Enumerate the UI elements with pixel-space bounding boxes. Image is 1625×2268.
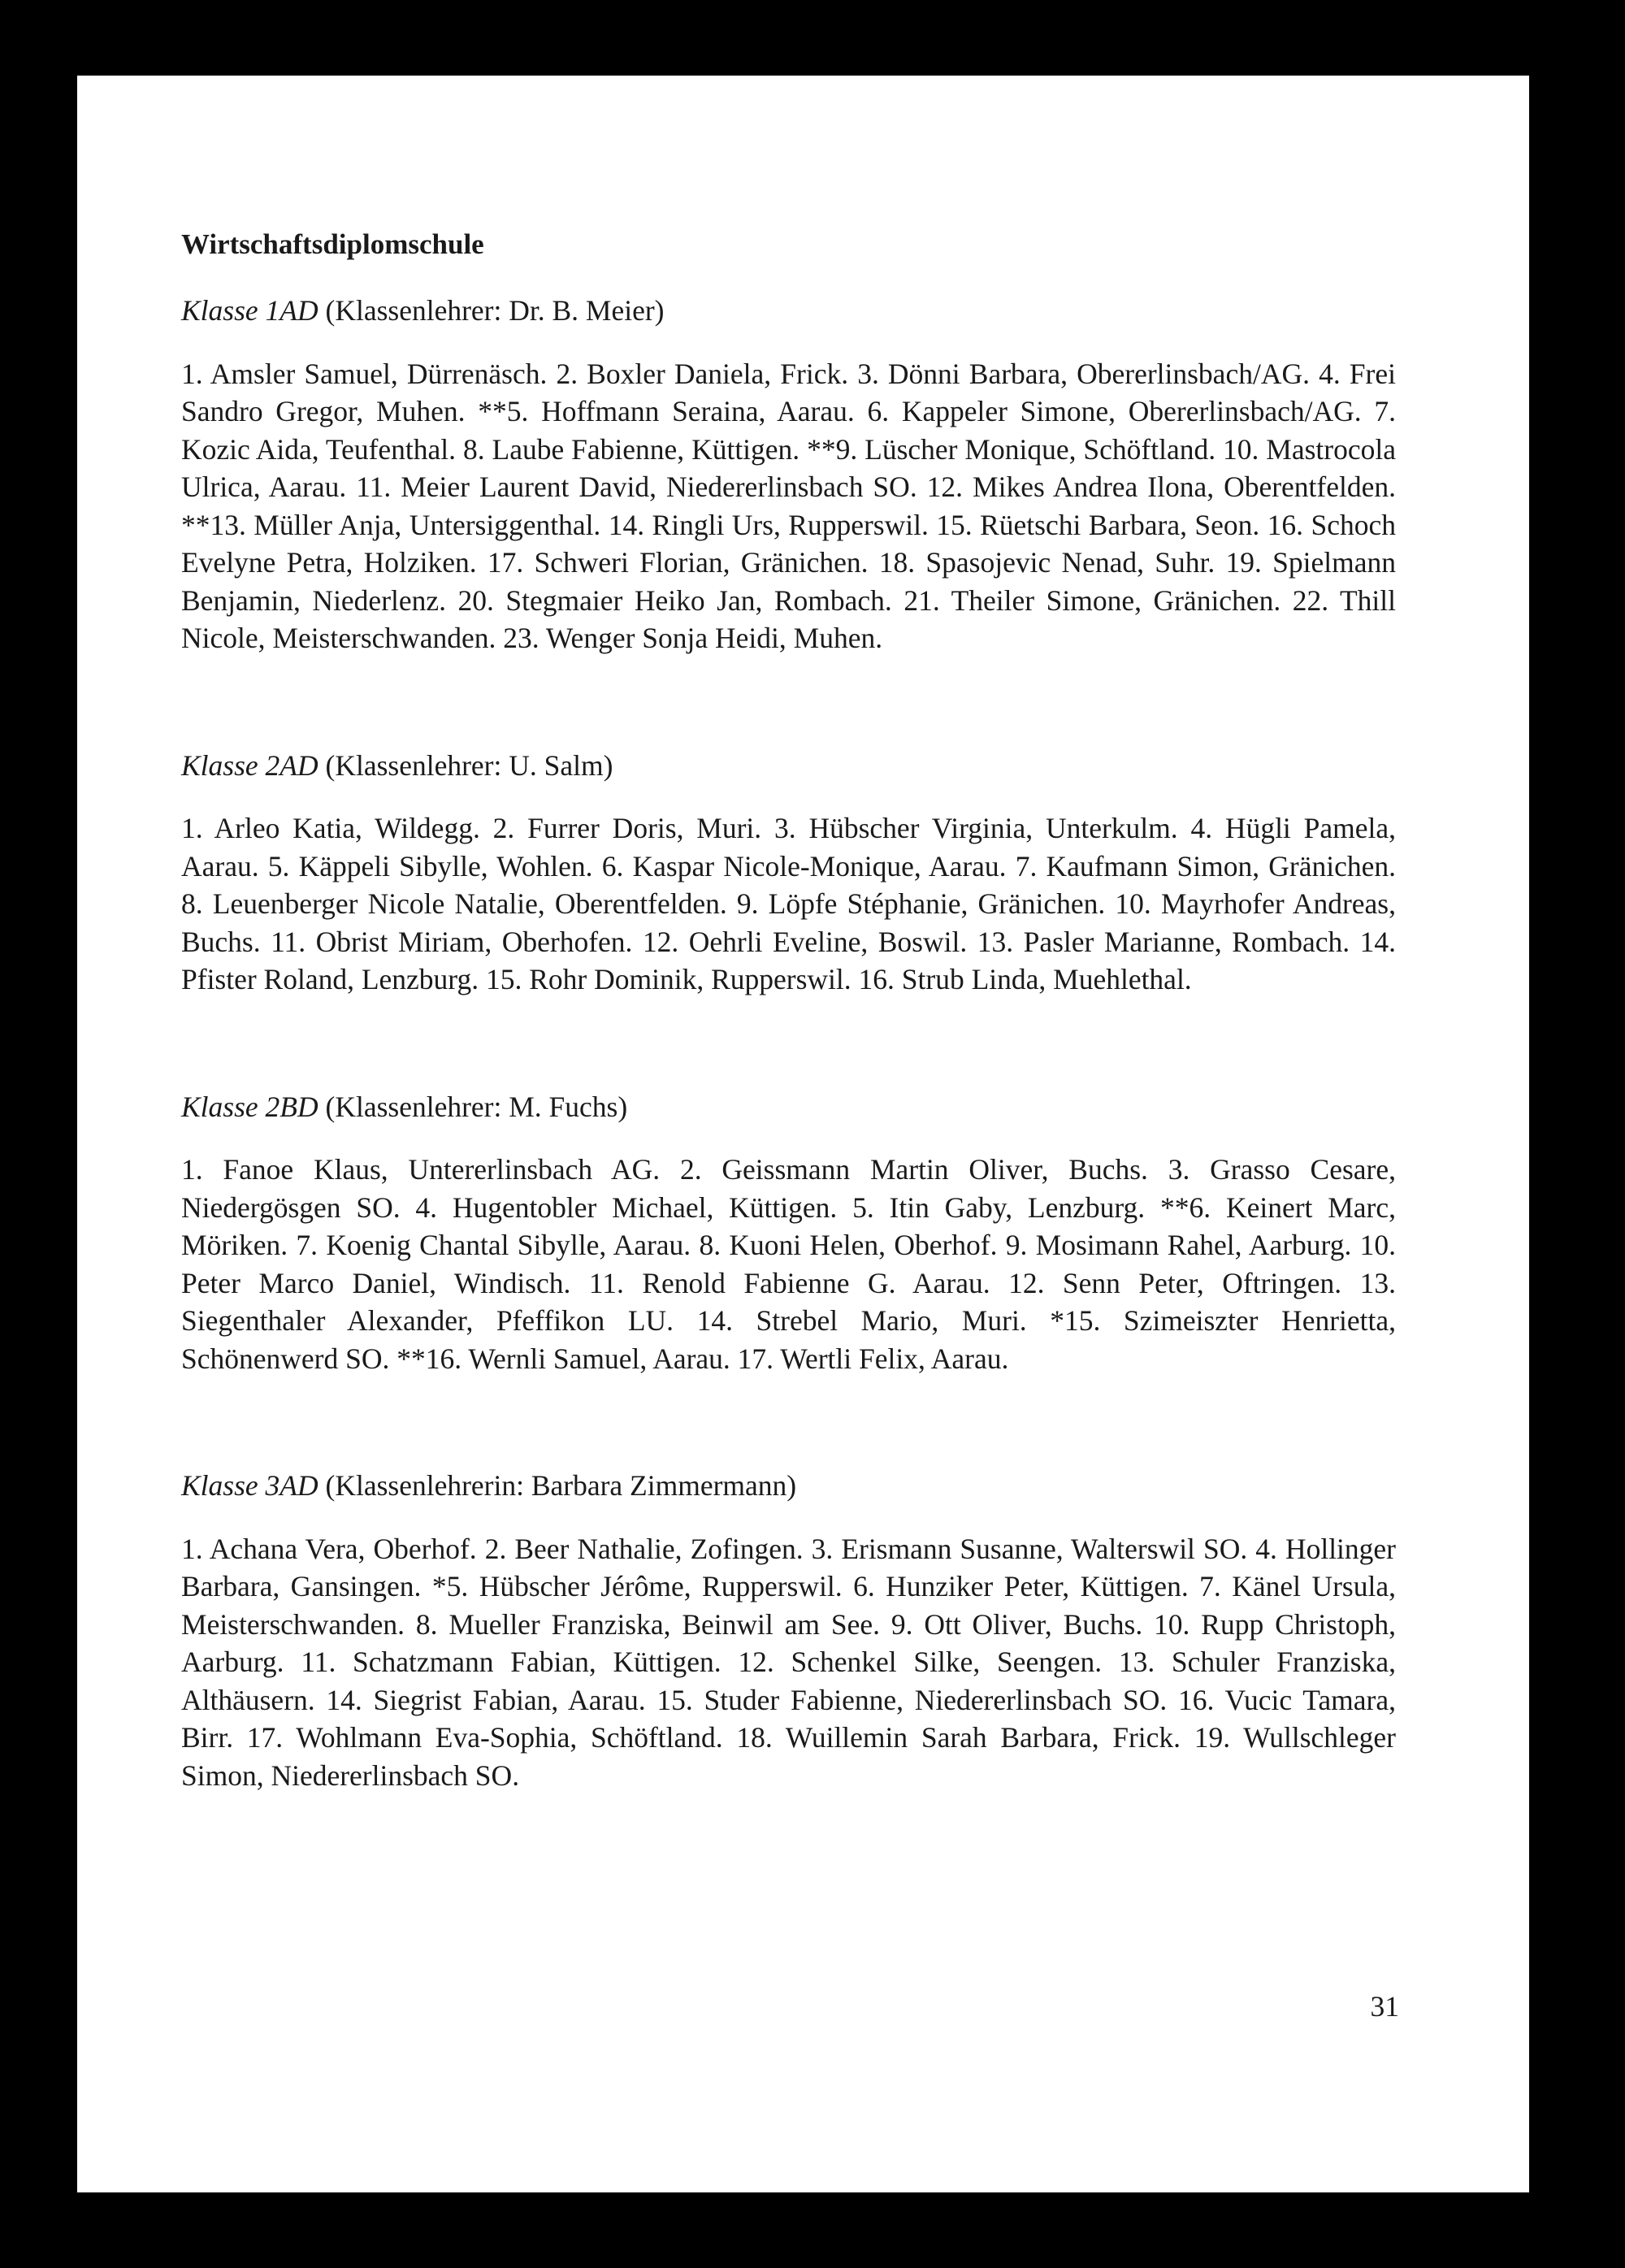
class-student-list: 1. Arleo Katia, Wildegg. 2. Furrer Doris, Muri. 3. Hübscher Virginia, Unterkulm. 4. Hügli Pamela, Aarau. 5. Käppeli Sibylle, Wohlen. 6. Kaspar Nicole-Monique, Aarau. 7. Kaufmann Simon, Gränichen. 8. Leuenberger Nicole Natalie, Oberentfelden. 9. Löpfe Stéphanie, Gränichen. 10. Mayrhofer Andreas, Buchs. 11. Obrist Miriam, Oberhofen. 12. Oehrli Eveline, Boswil. 13. Pasler Marianne, Rombach. 14. Pfister Roland, Lenzburg. 15. Rohr Dominik, Rupperswil. 16. Strub Linda, Muehlethal. (181, 812, 1396, 995)
class-teacher: (Klassenlehrer: Dr. B. Meier) (325, 294, 665, 327)
page-content (181, 226, 1396, 1794)
class-name: Klasse 2BD (181, 1090, 318, 1123)
class-section (181, 1088, 1396, 1378)
class-section (181, 747, 1396, 999)
document-page (77, 76, 1529, 2192)
class-title (181, 1467, 1396, 1505)
class-teacher: (Klassenlehrer: U. Salm) (325, 748, 613, 782)
class-student-list: 1. Achana Vera, Oberhof. 2. Beer Nathalie, Zofingen. 3. Erismann Susanne, Walterswil SO. 4. Hollinger Barbara, Gansingen. *5. Hübscher Jérôme, Rupperswil. 6. Hunziker Peter, Küttigen. 7. Känel Ursula, Meisterschwanden. 8. Mueller Franziska, Beinwil am See. 9. Ott Oliver, Buchs. 10. Rupp Christoph, Aarburg. 11. Schatzmann Fabian, Küttigen. 12. Schenkel Silke, Seengen. 13. Schuler Franziska, Althäusern. 14. Siegrist Fabian, Aarau. 15. Studer Fabienne, Niedererlinsbach SO. 16. Vucic Tamara, Birr. 17. Wohlmann Eva-Sophia, Schöftland. 18. Wuillemin Sarah Barbara, Frick. 19. Wullschleger Simon, Niedererlinsbach SO. (181, 1532, 1396, 1792)
class-title (181, 747, 1396, 785)
class-teacher: (Klassenlehrerin: Barbara Zimmermann) (325, 1469, 797, 1502)
class-student-list: 1. Fanoe Klaus, Untererlinsbach AG. 2. Geissmann Martin Oliver, Buchs. 3. Grasso Cesare, Niedergösgen SO. 4. Hugentobler Michael, Küttigen. 5. Itin Gaby, Lenzburg. **6. Keinert Marc, Möriken. 7. Koenig Chantal Sibylle, Aarau. 8. Kuoni Helen, Oberhof. 9. Mosimann Rahel, Aarburg. 10. Peter Marco Daniel, Windisch. 11. Renold Fabienne G. Aarau. 12. Senn Peter, Oftringen. 13. Siegenthaler Alexander, Pfeffikon LU. 14. Strebel Mario, Muri. *15. Szimeiszter Henrietta, Schönenwerd SO. **16. Wernli Samuel, Aarau. 17. Wertli Felix, Aarau. (181, 1153, 1396, 1375)
page-number: 31 (1370, 1990, 1399, 2023)
class-student-list: 1. Amsler Samuel, Dürrenäsch. 2. Boxler Daniela, Frick. 3. Dönni Barbara, Obererlinsbach/AG. 4. Frei Sandro Gregor, Muhen. **5. Hoffmann Seraina, Aarau. 6. Kappeler Simone, Obererlinsbach/AG. 7. Kozic Aida, Teufenthal. 8. Laube Fabienne, Küttigen. **9. Lüscher Monique, Schöftland. 10. Mastrocola Ulrica, Aarau. 11. Meier Laurent David, Niedererlinsbach SO. 12. Mikes Andrea Ilona, Oberentfelden. **13. Müller Anja, Untersiggenthal. 14. Ringli Urs, Rupperswil. 15. Rüetschi Barbara, Seon. 16. Schoch Evelyne Petra, Holziken. 17. Schweri Florian, Gränichen. 18. Spasojevic Nenad, Suhr. 19. Spielmann Benjamin, Niederlenz. 20. Stegmaier Heiko Jan, Rombach. 21. Theiler Simone, Gränichen. 22. Thill Nicole, Meisterschwanden. 23. Wenger Sonja Heidi, Muhen. (181, 357, 1396, 654)
class-section (181, 292, 1396, 657)
page-heading: Wirtschaftsdiplomschule (181, 228, 484, 260)
class-teacher: (Klassenlehrer: M. Fuchs) (325, 1090, 628, 1123)
class-title (181, 292, 1396, 330)
class-name: Klasse 3AD (181, 1469, 318, 1502)
class-section (181, 1467, 1396, 1794)
class-title (181, 1088, 1396, 1126)
class-name: Klasse 2AD (181, 748, 318, 782)
class-name: Klasse 1AD (181, 294, 318, 327)
